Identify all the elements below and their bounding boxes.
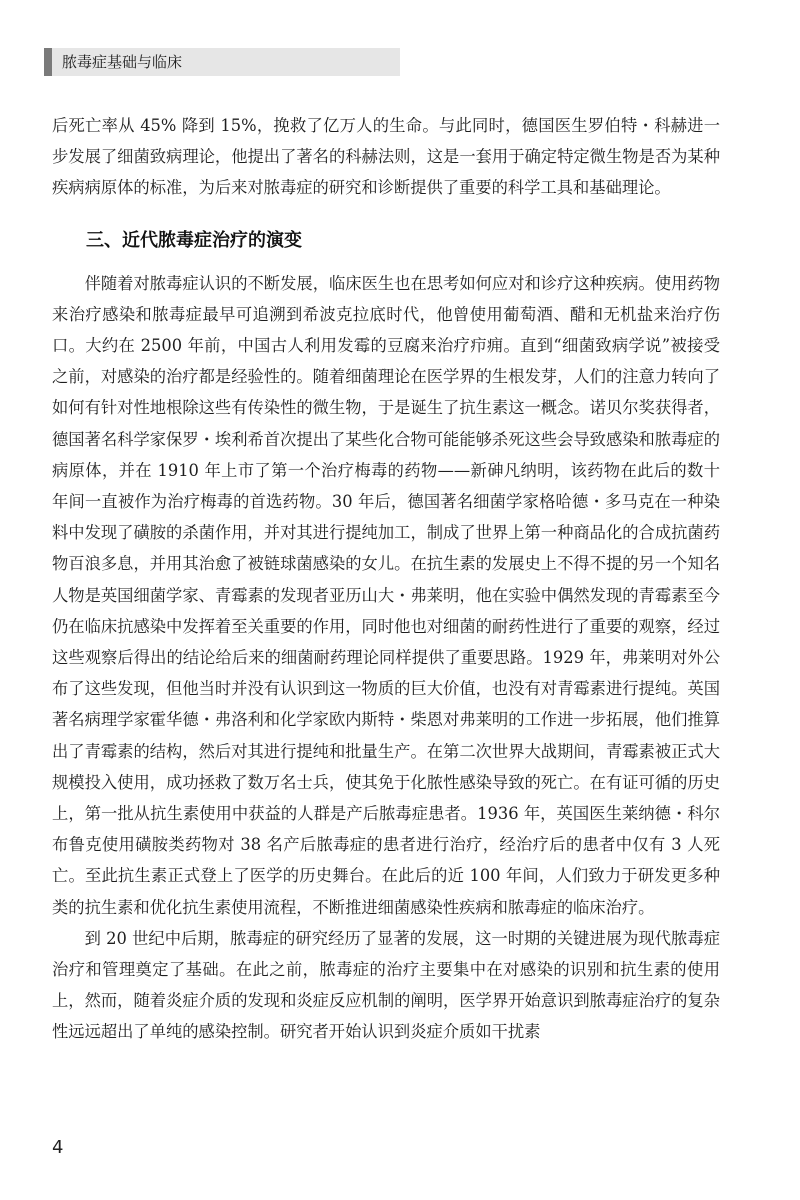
paragraph-antibiotics-history: 伴随着对脓毒症认识的不断发展，临床医生也在思考如何应对和诊疗这种疾病。使用药物来治疗感染和脓毒症最早可追溯到希波克拉底时代，他曾使用葡萄酒、醋和无机盐来治疗伤口。大约在 2500 年前，中国古人利用发霉的豆腐来治疗疖痈。直到“细菌致病学说”被接受之前，对感染的治疗都是经验性的。随着细菌理论在医学界的生根发芽，人们的注意力转向了如何有针对性地根除这些有传染性的微生物，于是诞生了抗生素这一概念。诺贝尔奖获得者，德国著名科学家保罗・埃利希首次提出了某些化合物可能能够杀死这些会导致感染和脓毒症的病原体，并在 1910 年上市了第一个治疗梅毒的药物——新砷凡纳明，该药物在此后的数十年间一直被作为治疗梅毒的首选药物。30 年后，德国著名细菌学家格哈德・多马克在一种染料中发现了磺胺的杀菌作用，并对其进行提纯加工，制成了世界上第一种商品化的合成抗菌药物百浪多息，并用其治愈了被链球菌感染的女儿。在抗生素的发展史上不得不提的另一个知名人物是英国细菌学家、青霉素的发现者亚历山大・弗莱明，他在实验中偶然发现的青霉素至今仍在临床抗感染中发挥着至关重要的作用，同时他也对细菌的耐药性进行了重要的观察，经过这些观察后得出的结论给后来的细菌耐药理论同样提供了重要思路。1929 年，弗莱明对外公布了这些发现，但他当时并没有认识到这一物质的巨大价值，也没有对青霉素进行提纯。英国著名病理学家霍华德・弗洛利和化学家欧内斯特・柴恩对弗莱明的工作进一步拓展，他们推算出了青霉素的结构，然后对其进行提纯和批量生产。在第二次世界大战期间，青霉素被正式大规模投入使用，成功拯救了数万名士兵，使其免于化脓性感染导致的死亡。在有证可循的历史上，第一批从抗生素使用中获益的人群是产后脓毒症患者。1936 年，英国医生莱纳德・科尔布鲁克使用磺胺类药物对 38 名产后脓毒症的患者进行治疗，经治疗后的患者中仅有 3 人死亡。至此抗生素正式登上了医学的历史舞台。在此后的近 100 年间，人们致力于研发更多种类的抗生素和优化抗生素使用流程，不断推进细菌感染性疾病和脓毒症的临床治疗。 [52, 273, 720, 917]
header-accent-bar [44, 48, 52, 76]
page-body [52, 110, 720, 1048]
running-header [44, 48, 400, 76]
header-title: 脓毒症基础与临床 [62, 53, 183, 71]
paragraph-continuation: 后死亡率从 45% 降到 15%，挽救了亿万人的生命。与此同时，德国医生罗伯特・科赫进一步发展了细菌致病理论，他提出了著名的科赫法则，这是一套用于确定特定微生物是否为某种疾病病原体的标准，为后来对脓毒症的研究和诊断提供了重要的科学工具和基础理论。 [52, 116, 720, 198]
section-heading: 三、近代脓毒症治疗的演变 [86, 229, 302, 251]
paragraph-20th-century: 到 20 世纪中后期，脓毒症的研究经历了显著的发展，这一时期的关键进展为现代脓毒症治疗和管理奠定了基础。在此之前，脓毒症的治疗主要集中在对感染的识别和抗生素的使用上，然而，随着炎症介质的发现和炎症反应机制的阐明，医学界开始意识到脓毒症治疗的复杂性远远超出了单纯的感染控制。研究者开始认识到炎症介质如干扰素 [52, 928, 720, 1042]
page-number: 4 [52, 1137, 64, 1158]
